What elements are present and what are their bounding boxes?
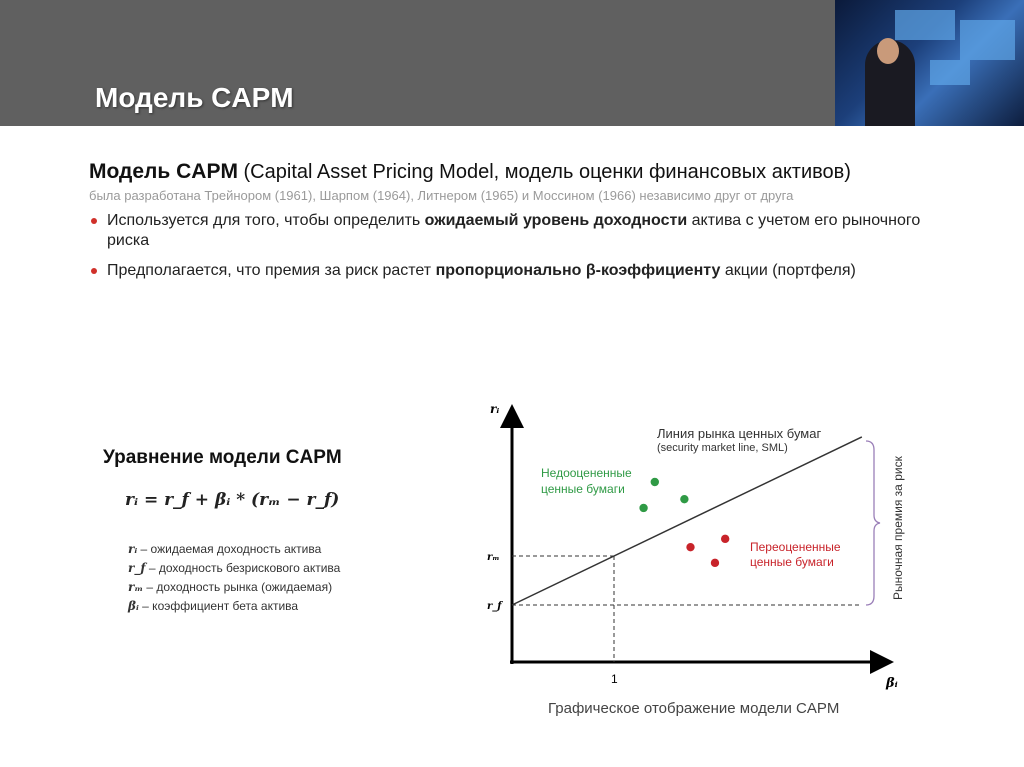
y-tick-label: rₘ (487, 552, 500, 563)
overvalued-label-line1: Переоцененные (750, 540, 841, 554)
y-tick-label: r_f (487, 601, 502, 612)
bullet-emphasis: ожидаемый уровень доходности (424, 212, 688, 229)
sml-sublabel: (security market line, SML) (657, 442, 788, 454)
bullet-text: Предполагается, что премия за риск растет (107, 262, 436, 279)
bullet-text: Используется для того, чтобы определить (107, 212, 425, 229)
x-tick-label: 1 (611, 672, 618, 686)
undervalued-label-line1: Недооцененные (541, 466, 632, 480)
overvalued-point (686, 543, 695, 552)
legend-text: – коэффициент бета актива (138, 599, 299, 613)
slide-title: Модель CAPM (95, 82, 294, 113)
security-market-line (512, 437, 862, 605)
undervalued-label-line2: ценные бумаги (541, 482, 625, 496)
overvalued-point (710, 558, 719, 567)
risk-premium-brace (866, 441, 880, 605)
overvalued-point (721, 534, 730, 543)
bullet-text: актива с учетом его рыночного риска (107, 212, 921, 249)
y-axis-label: rᵢ (490, 402, 500, 416)
sml-label: Линия рынка ценных бумаг (657, 426, 822, 441)
x-axis-label: βᵢ (886, 676, 898, 691)
undervalued-point (639, 503, 648, 512)
chart-caption: Графическое отображение модели CAPM (548, 700, 840, 717)
capm-formula: rᵢ = r_f + βᵢ * (rₘ − r_f) (125, 490, 340, 510)
legend-text: – доходность безрискового актива (145, 561, 341, 575)
legend-symbol: r_f (128, 561, 146, 575)
intro-title-bold: Модель CAPM (89, 160, 238, 183)
equation-title: Уравнение модели CAPM (103, 447, 342, 468)
risk-premium-label: Рыночная премия за риск (891, 456, 905, 600)
intro-title-rest: (Capital Asset Pricing Model, модель оценки финансовых активов) (237, 161, 851, 183)
bullet-text: акции (портфеля) (720, 262, 856, 279)
undervalued-point (680, 495, 689, 504)
legend-text: – ожидаемая доходность актива (137, 542, 322, 556)
legend-text: – доходность рынка (ожидаемая) (143, 580, 333, 594)
overvalued-label-line2: ценные бумаги (750, 555, 834, 569)
legend-symbol: rᵢ (128, 542, 138, 556)
intro-subtitle: была разработана Трейнором (1961), Шарпом (1964), Литнером (1965) и Моссином (1966) независимо друг от друга (89, 188, 794, 203)
legend-symbol: βᵢ (128, 599, 139, 613)
undervalued-point (650, 478, 659, 487)
bullet-emphasis: пропорционально β-коэффициенту (435, 262, 721, 279)
legend-symbol: rₘ (128, 580, 144, 594)
